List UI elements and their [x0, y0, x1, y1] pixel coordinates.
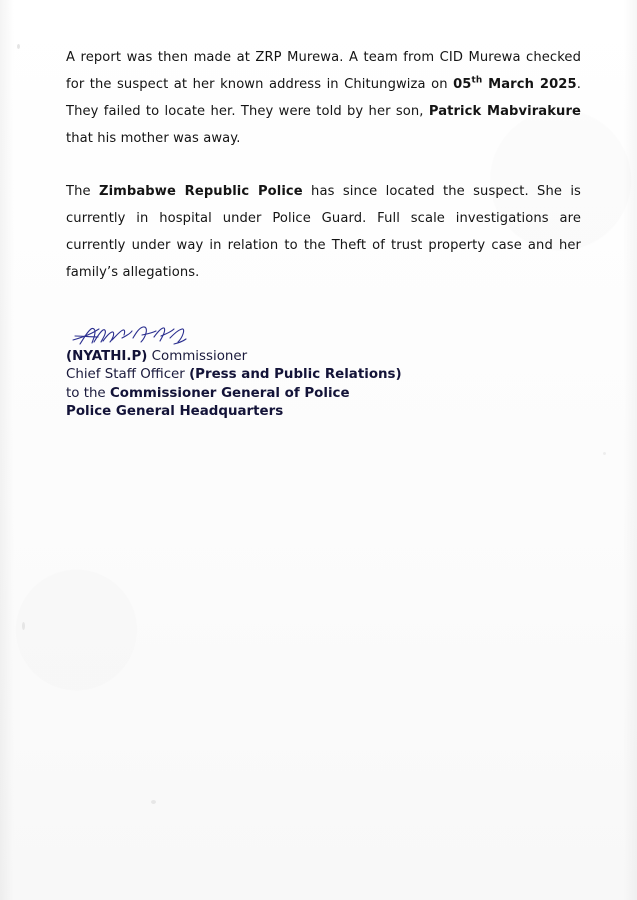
paragraph: The Zimbabwe Republic Police has since located the suspect. She is currently in hospital under Police Guard. Full scale investigations are currently under way in relation to the Theft of trust property case and her family’s allegations.	[66, 184, 581, 280]
signatory-reporting-line: to the Commissioner General of Police	[66, 385, 350, 401]
page-right-shadow	[623, 0, 637, 900]
signatory-office-line: Police General Headquarters	[66, 404, 284, 420]
page-left-shadow	[0, 0, 14, 900]
paper-speck	[603, 452, 606, 455]
document-body	[66, 44, 581, 286]
signatory-title-line: Chief Staff Officer (Press and Public Relations)	[66, 367, 402, 383]
paper-speck	[22, 622, 25, 630]
paper-speck	[151, 800, 156, 804]
signature-block	[66, 348, 526, 422]
paragraph: A report was then made at ZRP Murewa. A team from CID Murewa checked for the suspect at her known address in Chitungwiza on 05th March 2025. They failed to locate her. They were told by her son, Patrick Mabvirakure that his mother was away.	[66, 50, 581, 146]
signatory-name-line: (NYATHI.P) Commissioner	[66, 349, 248, 364]
paper-speck	[17, 44, 20, 49]
